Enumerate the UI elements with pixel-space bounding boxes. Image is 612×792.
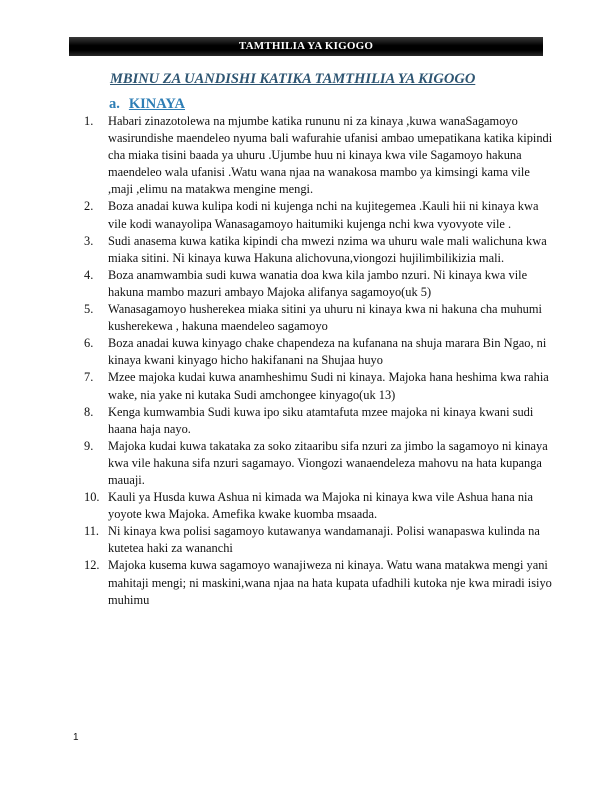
list-item [84,523,554,557]
item-number: 10. [84,490,100,505]
list-item [84,404,554,438]
list-item [84,369,554,403]
list-item [84,267,554,301]
item-number: 8. [84,404,94,419]
item-text: Boza anadai kuwa kinyago chake chapendeza na kufanana na shuja marara Bin Ngao, ni kinaya kwani kinyago hicho hakifanani na Shujaa huyo [108,336,547,368]
list-item [84,557,554,608]
item-text: Majoka kudai kuwa takataka za soko zitaaribu sifa nzuri za jimbo la sagamoyo ni kinaya kwa vile hakuna sifa nzuri sagamayo. Viongozi wanaendeleza mahovu na hata kupanga mauaji. [108,438,548,487]
section-heading [109,96,185,113]
item-text: Habari zinazotolewa na mjumbe katika rununu ni za kinaya ,kuwa wanaSagamoyo wasirundishe maendeleo nyuma bali wafurahie ufanisi ambao umepatikana katika kipindi cha miaka tisini baada ya uhuru .Ujumbe huu ni kinaya kwa vile Sagamoyo hakuna maendeleo wala ufanisi .Watu wana njaa na wanakosa mambo ya kimsingi kama vile ,maji ,elimu na matakwa mengine mengi. [108,114,553,197]
item-number: 9. [84,438,94,453]
item-text: Mzee majoka kudai kuwa anamheshimu Sudi ni kinaya. Majoka hana heshima kwa rahia wake, nia yake ni kutaka Sudi amchongee kinyago(uk 13) [108,370,549,402]
header-bar: TAMTHILIA YA KIGOGO [69,37,543,56]
item-number: 7. [84,370,94,385]
item-text: Kenga kumwambia Sudi kuwa ipo siku atamtafuta mzee majoka ni kinaya kwani sudi haana haja nayo. [108,404,534,436]
item-text: Kauli ya Husda kuwa Ashua ni kimada wa Majoka ni kinaya kwa vile Ashua hana nia yoyote kwa Majoka. Amefika kwake kuomba msaada. [108,490,533,522]
item-text: Sudi anasema kuwa katika kipindi cha mwezi nzima wa uhuru wale mali walichuna kwa miaka sitini. Ni kinaya kuwa Hakuna alichovuna,viongozi hujilimbilikizia mali. [108,233,547,265]
item-text: Wanasagamoyo husherekea miaka sitini ya uhuru ni kinaya kwa ni hakuna cha muhumi kusherekewa , hakuna maendeleo sagamoyo [108,302,542,334]
item-number: 12. [84,558,100,573]
item-number: 6. [84,336,94,351]
page-number: 1 [73,732,79,743]
item-list [84,113,554,609]
item-text: Boza anamwambia sudi kuwa wanatia doa kwa kila jambo nzuri. Ni kinaya kwa vile hakuna mambo mazuri ambayo Majoka alifanya sagamoyo(uk 5) [108,267,528,299]
item-number: 5. [84,302,94,317]
item-number: 11. [84,524,100,539]
section-letter: a. [109,96,120,112]
list-item [84,335,554,369]
list-item [84,113,554,198]
item-text: Boza anadai kuwa kulipa kodi ni kujenga nchi na kujitegemea .Kauli hii ni kinaya kwa vile kodi wanayolipa Wanasagamoyo haitumiki kujenga nchi kwa vyovyote vile . [108,199,539,231]
item-number: 1. [84,114,94,128]
section-heading-text: KINAYA [128,96,186,112]
item-text: Ni kinaya kwa polisi sagamoyo kutawanya wandamanaji. Polisi wanapaswa kulinda na kutetea haki za wananchi [108,524,540,556]
item-number: 3. [84,233,94,248]
item-number: 4. [84,267,94,282]
list-item [84,438,554,489]
list-item [84,489,554,523]
list-item [84,301,554,335]
item-number: 2. [84,199,94,214]
list-item [84,233,554,267]
document-title: MBINU ZA UANDISHI KATIKA TAMTHILIA YA KIGOGO [110,71,476,87]
item-text: Majoka kusema kuwa sagamoyo wanajiweza ni kinaya. Watu wana matakwa mengi yani mahitaji mengi; ni maskini,wana njaa na hata kupata ufadhili kutoka nje kwa miradi isiyo muhimu [108,558,552,607]
list-item [84,198,554,232]
